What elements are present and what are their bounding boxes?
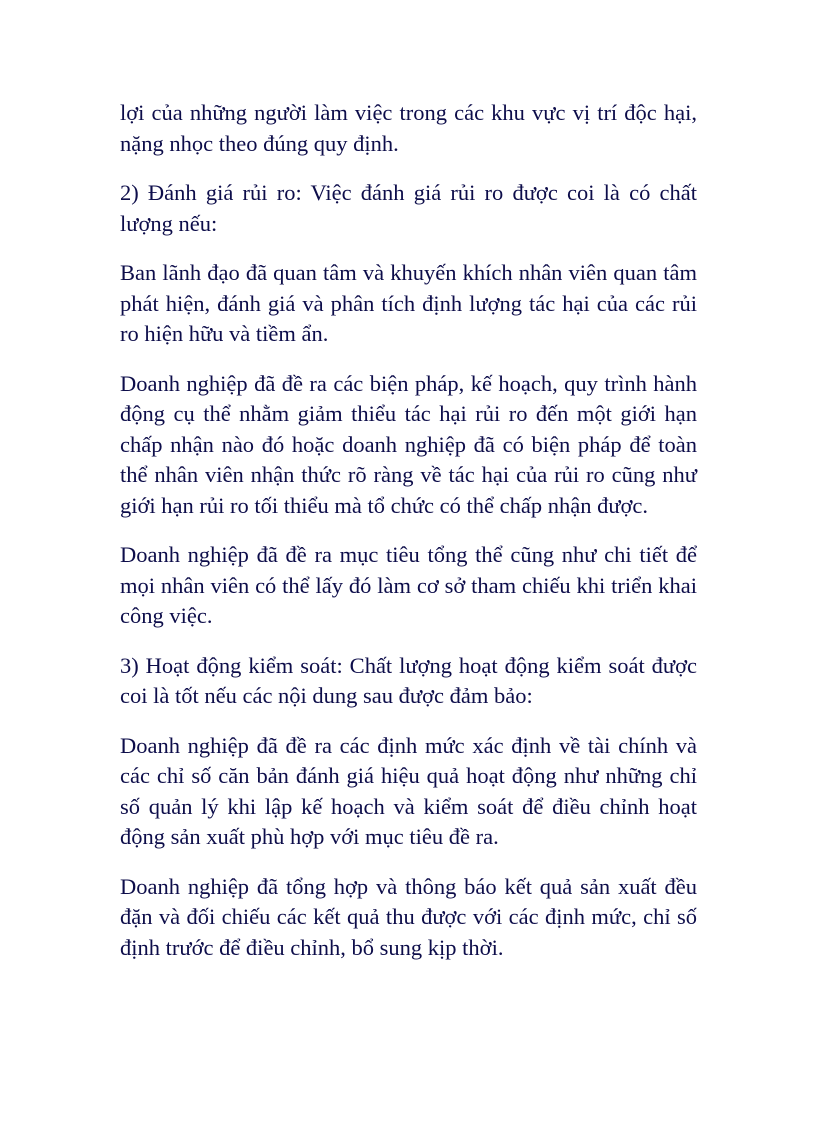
paragraph-production-reporting: Doanh nghiệp đã tổng hợp và thông báo kết quả sản xuất đều đặn và đối chiếu các kết quả thu được với các định mức, chỉ số định trước để điều chỉnh, bổ sung kịp thời.: [120, 873, 697, 960]
paragraph-risk-assessment-heading: 2) Đánh giá rủi ro: Việc đánh giá rủi ro được coi là có chất lượng nếu:: [120, 180, 697, 236]
paragraph-leadership-attention: Ban lãnh đạo đã quan tâm và khuyến khích nhân viên quan tâm phát hiện, đánh giá và phân tích định lượng tác hại của các rủi ro hiện hữu và tiềm ẩn.: [120, 260, 697, 346]
paragraph-risk-measures: Doanh nghiệp đã đề ra các biện pháp, kế hoạch, quy trình hành động cụ thể nhằm giảm thiểu tác hại rủi ro đến một giới hạn chấp nhận nào đó hoặc doanh nghiệp đã có biện pháp để toàn thể nhân viên nhận thức rõ ràng về tác hại của rủi ro cũng như giới hạn rủi ro tối thiểu mà tổ chức có thể chấp nhận được.: [120, 370, 697, 518]
paragraph-objectives: Doanh nghiệp đã đề ra mục tiêu tổng thể cũng như chi tiết để mọi nhân viên có thể lấy đó làm cơ sở tham chiếu khi triển khai công việc.: [120, 542, 697, 628]
paragraph-control-activities-heading: 3) Hoạt động kiểm soát: Chất lượng hoạt động kiểm soát được coi là tốt nếu các nội dung sau được đảm bảo:: [120, 652, 697, 708]
paragraph-continuation: lợi của những người làm việc trong các khu vực vị trí độc hại, nặng nhọc theo đúng quy định.: [120, 100, 697, 156]
document-page: [120, 98, 697, 982]
paragraph-financial-norms: Doanh nghiệp đã đề ra các định mức xác định về tài chính và các chỉ số căn bản đánh giá hiệu quả hoạt động như những chỉ số quản lý khi lập kế hoạch và kiểm soát để điều chỉnh hoạt động sản xuất phù hợp với mục tiêu đề ra.: [120, 732, 697, 849]
